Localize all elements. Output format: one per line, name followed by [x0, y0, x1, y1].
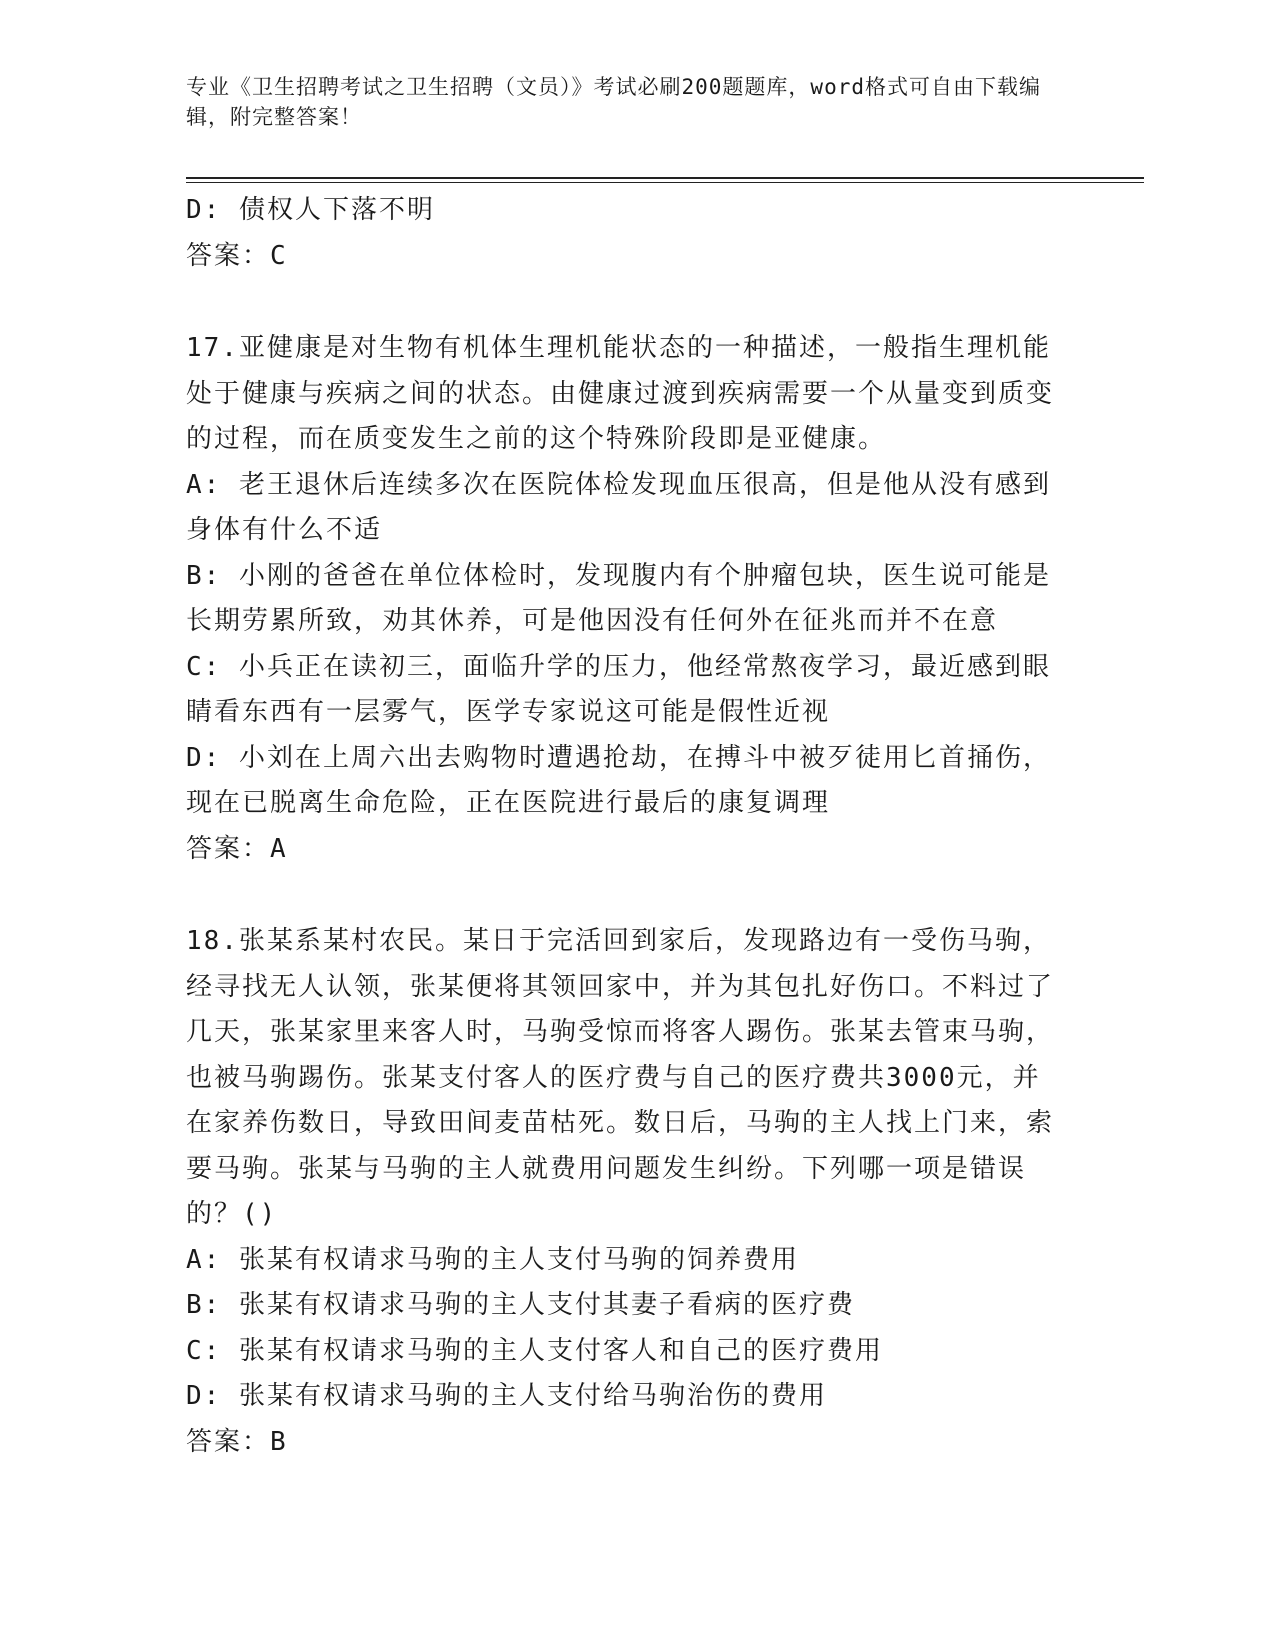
answer-value: A — [270, 833, 288, 864]
answer-label: 答案： — [186, 240, 271, 271]
question-stem: 18.张某系某村农民。某日于完活回到家后，发现路边有一受伤马驹，经寻找无人认领，张某便将其领回家中，并为其包扎好伤口。不料过了几天，张某家里来客人时，马驹受惊而将客人踢伤。张某去管束马驹，也被马驹踢伤。张某支付客人的医疗费与自己的医疗费共3000元，并在家养伤数日，导致田间麦苗枯死。数日后，马驹的主人找上门来，索要马驹。张某与马驹的主人就费用问题发生纠纷。下列哪一项是错误的？() — [186, 926, 1055, 1229]
option-d: D: 小刘在上周六出去购物时遭遇抢劫，在搏斗中被歹徒用匕首捅伤，现在已脱离生命危险，正在医院进行最后的康复调理 — [186, 742, 1051, 818]
question-17 — [186, 326, 1066, 872]
answer-line — [186, 827, 1066, 873]
option-a: A: 张某有权请求马驹的主人支付马驹的饲养费用 — [186, 1244, 799, 1275]
option-b: B: 张某有权请求马驹的主人支付其妻子看病的医疗费 — [186, 1290, 855, 1320]
option-a: A: 老王退休后连续多次在医院体检发现血压很高，但是他从没有感到身体有什么不适 — [186, 469, 1051, 545]
answer-label: 答案： — [186, 833, 271, 864]
answer-line — [186, 1420, 1066, 1466]
answer-line — [186, 234, 1066, 280]
question-stem: 17.亚健康是对生物有机体生理机能状态的一种描述，一般指生理机能处于健康与疾病之间的状态。由健康过渡到疾病需要一个从量变到质变的过程，而在质变发生之前的这个特殊阶段即是亚健康。 — [186, 333, 1055, 454]
header-divider — [186, 177, 1144, 179]
header-text: 专业《卫生招聘考试之卫生招聘（文员）》考试必刷200题题库，word格式可自由下载编辑，附完整答案！ — [186, 75, 1041, 129]
answer-value: B — [270, 1426, 288, 1457]
question-18 — [186, 919, 1066, 1465]
option-d: D: 张某有权请求马驹的主人支付给马驹治伤的费用 — [186, 1381, 827, 1411]
answer-label: 答案： — [186, 1426, 271, 1457]
header-divider-thin — [186, 182, 1144, 183]
option-c: C: 小兵正在读初三，面临升学的压力，他经常熬夜学习，最近感到眼睛看东西有一层雾气，医学专家说这可能是假性近视 — [186, 651, 1051, 727]
option-b: B: 小刚的爸爸在单位体检时，发现腹内有个肿瘤包块，医生说可能是长期劳累所致，劝其休养，可是他因没有任何外在征兆而并不在意 — [186, 560, 1051, 636]
answer-value: C — [270, 240, 288, 271]
option-c: C: 张某有权请求马驹的主人支付客人和自己的医疗费用 — [186, 1335, 883, 1366]
option-d: D: 债权人下落不明 — [186, 195, 435, 225]
page-content — [186, 188, 1066, 1465]
question-16-tail — [186, 188, 1066, 279]
document-header — [186, 72, 1066, 132]
